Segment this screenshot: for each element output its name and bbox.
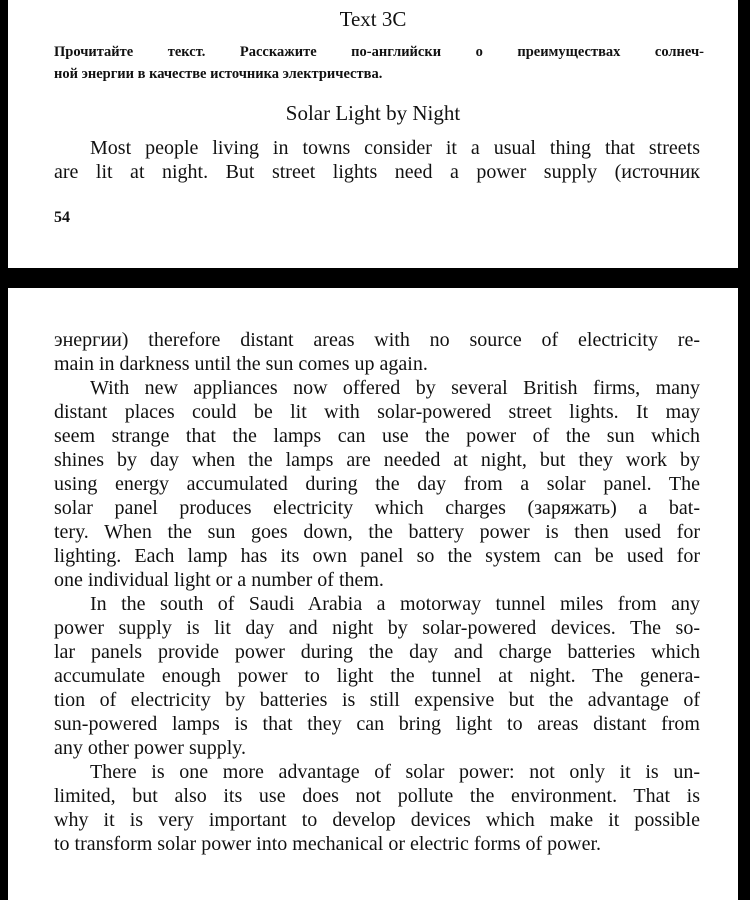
body-line: In the south of Saudi Arabia a motorway tunnel miles from any [90,593,700,615]
body-line: accumulate enough power to light the tunnel at night. The genera- [54,665,700,687]
body-line: any other power supply. [54,737,246,759]
paragraph [54,328,700,376]
body-line: Most people living in towns consider it a usual thing that streets [90,137,700,159]
body-line: are lit at night. But street lights need a power supply (источник [54,161,700,183]
paragraph [54,592,700,760]
body-line: There is one more advantage of solar power: not only it is un- [90,761,700,783]
bottom-page [8,288,738,900]
page-number: 54 [54,209,70,226]
body-line: distant places could be lit with solar-powered street lights. It may [54,401,700,423]
instruction-line: Прочитайте текст. Расскажите по-английски о преимуществах солнеч- [54,44,704,60]
body-line: limited, but also its use does not pollute the environment. That is [54,785,700,807]
body-line: lar panels provide power during the day and charge batteries which [54,641,700,663]
body-line: power supply is lit day and night by solar-powered devices. The so- [54,617,700,639]
body-line: lighting. Each lamp has its own panel so the system can be used for [54,545,700,567]
paragraph [54,760,700,856]
text-label: Text 3C [339,7,407,31]
bottom-body-text [54,328,700,856]
body-line: With new appliances now offered by several British firms, many [90,377,700,399]
body-line: one individual light or a number of them. [54,569,384,591]
body-line: энергии) therefore distant areas with no source of electricity re- [54,329,700,351]
article-title: Solar Light by Night [285,101,461,125]
top-page [8,0,738,268]
body-line: to transform solar power into mechanical or electric forms of power. [54,833,602,855]
top-body-text [54,136,700,184]
body-line: tery. When the sun goes down, the battery power is then used for [54,521,700,543]
body-line: main in darkness until the sun comes up again. [54,353,428,375]
body-line: shines by day when the lamps are needed at night, but they work by [54,449,700,471]
body-line: why it is very important to develop devices which make it possible [54,809,700,831]
body-line: tion of electricity by batteries is still expensive but the advantage of [54,689,700,711]
body-line: using energy accumulated during the day from a solar panel. The [54,473,700,495]
paragraph [54,376,700,592]
instruction [54,41,704,85]
body-line: sun-powered lamps is that they can bring light to areas distant from [54,713,700,735]
body-line: solar panel produces electricity which charges (заряжать) a bat- [54,497,700,519]
body-line: seem strange that the lamps can use the power of the sun which [54,425,700,447]
instruction-line: ной энергии в качестве источника электричества. [54,66,383,82]
